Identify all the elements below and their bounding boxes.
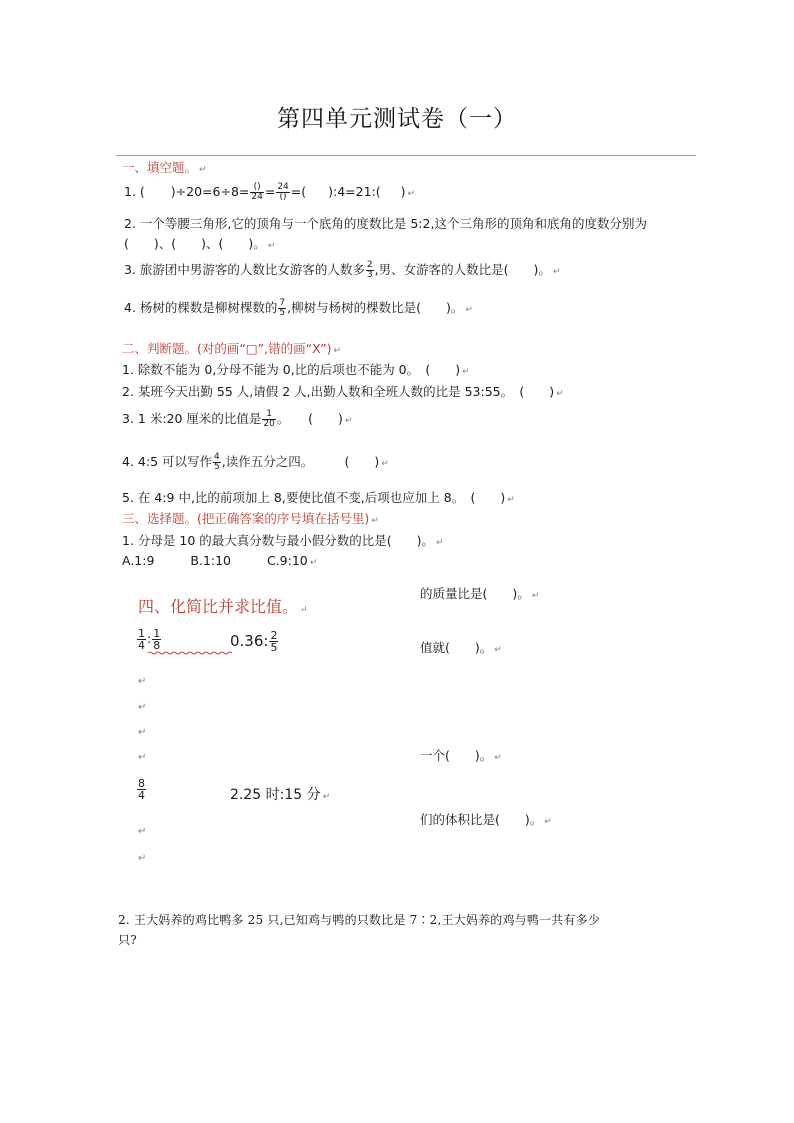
j4-part-a: 4. 4:5 可以写作 bbox=[122, 454, 212, 469]
return-mark: ↵ bbox=[199, 165, 207, 175]
return-mark: ↵ bbox=[552, 267, 561, 277]
j4-fraction bbox=[213, 453, 221, 472]
q1-fraction-1-denominator: 24 bbox=[251, 192, 263, 202]
fill-question-2-line-1: 2. 一个等腰三角形,它的顶角与一个底角的度数比是 5:2,这个三角形的顶角和底角的度数分别为 bbox=[124, 216, 647, 231]
choice-item-5-tail bbox=[420, 810, 552, 828]
judge-item-1-text: 1. 除数不能为 0,分母不能为 0,比的后项也不能为 0。 ( ) bbox=[122, 362, 461, 377]
choice-item-1-options bbox=[122, 553, 317, 568]
option-c: C.9:10 bbox=[266, 553, 308, 568]
empty-paragraph-4: ↵ bbox=[138, 752, 147, 763]
empty-paragraph-1: ↵ bbox=[138, 676, 147, 687]
judge-item-2 bbox=[122, 382, 564, 400]
choice-item-5-tail-text: 们的体积比是( )。 bbox=[420, 812, 543, 827]
return-mark: ↵ bbox=[300, 605, 308, 615]
s2-fraction bbox=[269, 630, 278, 653]
return-mark: ↵ bbox=[371, 516, 379, 526]
s1-fraction-1-numerator: 1 bbox=[138, 627, 145, 640]
q1-part-b: )÷20=6÷8= bbox=[170, 184, 250, 199]
section-judge-heading bbox=[122, 339, 341, 357]
judge-item-3 bbox=[122, 409, 352, 429]
choice-item-3-tail-text: 值就( )。 bbox=[420, 640, 493, 655]
q2-blanks: ( )、( )、( )。 bbox=[124, 236, 266, 251]
s2-fraction-numerator: 2 bbox=[270, 629, 278, 642]
return-mark: ↵ bbox=[465, 305, 473, 315]
return-mark: ↵ bbox=[267, 241, 276, 251]
choice-item-3-tail bbox=[420, 638, 502, 656]
q4-fraction-numerator: 7 bbox=[279, 298, 286, 308]
s3-fraction-denominator: 4 bbox=[138, 789, 145, 802]
fill-question-1 bbox=[124, 183, 415, 202]
empty-paragraph-5: ↵ bbox=[138, 826, 147, 837]
return-mark: ↵ bbox=[531, 591, 540, 601]
q1-fraction-2 bbox=[276, 183, 289, 202]
cropped-text-remnant bbox=[100, 325, 430, 331]
j3-fraction-denominator: 20 bbox=[263, 419, 275, 429]
return-mark: ↵ bbox=[462, 367, 470, 377]
option-a: A.1:9 bbox=[122, 553, 155, 568]
simplify-overlay-panel bbox=[120, 582, 416, 882]
judge-item-2-text: 2. 某班今天出勤 55 人,请假 2 人,出勤人数和全班人数的比是 53:55。 ( ) bbox=[122, 384, 555, 399]
empty-paragraph-3: ↵ bbox=[138, 727, 147, 738]
judge-item-5 bbox=[122, 488, 515, 506]
fill-question-3 bbox=[124, 260, 560, 280]
section-fill-heading bbox=[122, 158, 207, 176]
q1-fraction-1 bbox=[250, 183, 263, 202]
return-mark: ↵ bbox=[544, 817, 552, 827]
return-mark: ↵ bbox=[407, 189, 416, 199]
choice-item-4-tail-text: 一个( )。 bbox=[420, 748, 493, 763]
word-problem-2 bbox=[118, 910, 600, 950]
option-b: B.1:10 bbox=[190, 553, 232, 568]
q3-fraction bbox=[366, 261, 374, 280]
j4-fraction-denominator: 5 bbox=[214, 462, 220, 472]
return-mark: ↵ bbox=[322, 792, 331, 802]
j3-part-b: 。 ( ) bbox=[276, 411, 343, 426]
s2-fraction-denominator: 5 bbox=[270, 641, 278, 654]
q1-part-d: ):4=21:( bbox=[328, 184, 381, 199]
q3-fraction-numerator: 2 bbox=[366, 260, 373, 270]
title-divider bbox=[116, 155, 696, 156]
s1-fraction-1 bbox=[137, 628, 146, 651]
simplify-item-4 bbox=[230, 784, 330, 804]
section-choice-heading bbox=[122, 509, 379, 527]
q1-fraction-1-numerator: () bbox=[250, 183, 263, 193]
choice-item-2-tail bbox=[420, 584, 539, 602]
empty-paragraph-6: ↵ bbox=[138, 853, 147, 864]
s3-fraction bbox=[137, 778, 146, 801]
word-problem-line-1: 2. 王大妈养的鸡比鸭多 25 只,已知鸡与鸭的只数比是 7∶2,王大妈养的鸡与鸭一共有多少 bbox=[118, 913, 601, 927]
page-title: 第四单元测试卷（一） bbox=[277, 106, 517, 132]
judge-item-1 bbox=[122, 360, 470, 378]
q1-part-c: =( bbox=[290, 184, 307, 199]
section-simplify-heading bbox=[138, 594, 308, 617]
section-simplify-label: 四、化简比并求比值。 bbox=[138, 597, 299, 616]
return-mark: ↵ bbox=[494, 753, 502, 763]
s1-fraction-2-denominator: 8 bbox=[153, 639, 161, 652]
fill-question-2-line-2 bbox=[124, 234, 275, 252]
j4-part-b: ,读作五分之四。 ( ) bbox=[221, 454, 380, 469]
q4-fraction-denominator: 5 bbox=[279, 308, 286, 318]
simplify-item-2 bbox=[230, 630, 279, 653]
fill-question-4 bbox=[124, 298, 473, 318]
section-choice-label: 三、选择题。(把正确答案的序号填在括号里) bbox=[122, 511, 370, 526]
choice-item-2-tail-text: 的质量比是( )。 bbox=[420, 586, 530, 601]
judge-item-4 bbox=[122, 452, 389, 472]
return-mark: ↵ bbox=[333, 346, 342, 356]
return-mark: ↵ bbox=[381, 459, 389, 469]
j4-fraction-numerator: 4 bbox=[214, 452, 220, 462]
return-mark: ↵ bbox=[507, 495, 515, 505]
s4-text: 2.25 时:15 分 bbox=[230, 787, 321, 803]
q3-part-a: 3. 旅游团中男游客的人数比女游客的人数多 bbox=[124, 262, 365, 277]
judge-item-5-text: 5. 在 4:9 中,比的前项加上 8,要使比值不变,后项也应加上 8。 ( ) bbox=[122, 490, 506, 505]
s1-fraction-2 bbox=[152, 628, 161, 651]
s1-fraction-2-numerator: 1 bbox=[153, 627, 161, 640]
q1-equals: = bbox=[264, 184, 276, 199]
s1-fraction-1-denominator: 4 bbox=[138, 639, 145, 652]
q4-fraction bbox=[278, 299, 286, 318]
s2-decimal: 0.36: bbox=[230, 632, 269, 650]
j3-fraction-numerator: 1 bbox=[262, 410, 275, 420]
q1-fraction-2-denominator: () bbox=[279, 192, 287, 202]
q1-part-e: ) bbox=[400, 184, 406, 199]
section-fill-label: 一、填空题。 bbox=[122, 160, 198, 175]
section-judge-label: 二、判断题。(对的画“□”,错的画“X”) bbox=[122, 341, 332, 356]
word-problem-line-2: 只? bbox=[118, 933, 137, 947]
q3-fraction-denominator: 3 bbox=[366, 270, 373, 280]
spellcheck-underline bbox=[148, 651, 232, 655]
q4-part-a: 4. 杨树的棵数是柳树棵数的 bbox=[124, 300, 278, 315]
j3-part-a: 3. 1 米:20 厘米的比值是 bbox=[122, 411, 262, 426]
q1-fraction-2-numerator: 24 bbox=[277, 182, 289, 192]
return-mark: ↵ bbox=[494, 645, 502, 655]
choice-item-1 bbox=[122, 531, 444, 549]
return-mark: ↵ bbox=[436, 538, 444, 548]
return-mark: ↵ bbox=[556, 389, 564, 399]
empty-paragraph-2: ↵ bbox=[138, 702, 147, 713]
simplify-item-1 bbox=[136, 628, 162, 651]
simplify-item-3 bbox=[136, 778, 147, 801]
return-mark: ↵ bbox=[344, 416, 353, 426]
q4-part-b: ,柳树与杨树的棵数比是( )。 bbox=[287, 300, 464, 315]
s3-fraction-numerator: 8 bbox=[138, 777, 145, 790]
choice-item-1-text: 1. 分母是 10 的最大真分数与最小假分数的比是( )。 bbox=[122, 533, 435, 548]
j3-fraction bbox=[262, 410, 275, 429]
return-mark: ↵ bbox=[309, 558, 318, 568]
q1-part-a: 1. ( bbox=[124, 184, 145, 199]
s1-colon: : bbox=[147, 631, 152, 646]
choice-item-4-tail bbox=[420, 746, 502, 764]
q3-part-b: ,男、女游客的人数比是( )。 bbox=[374, 262, 551, 277]
